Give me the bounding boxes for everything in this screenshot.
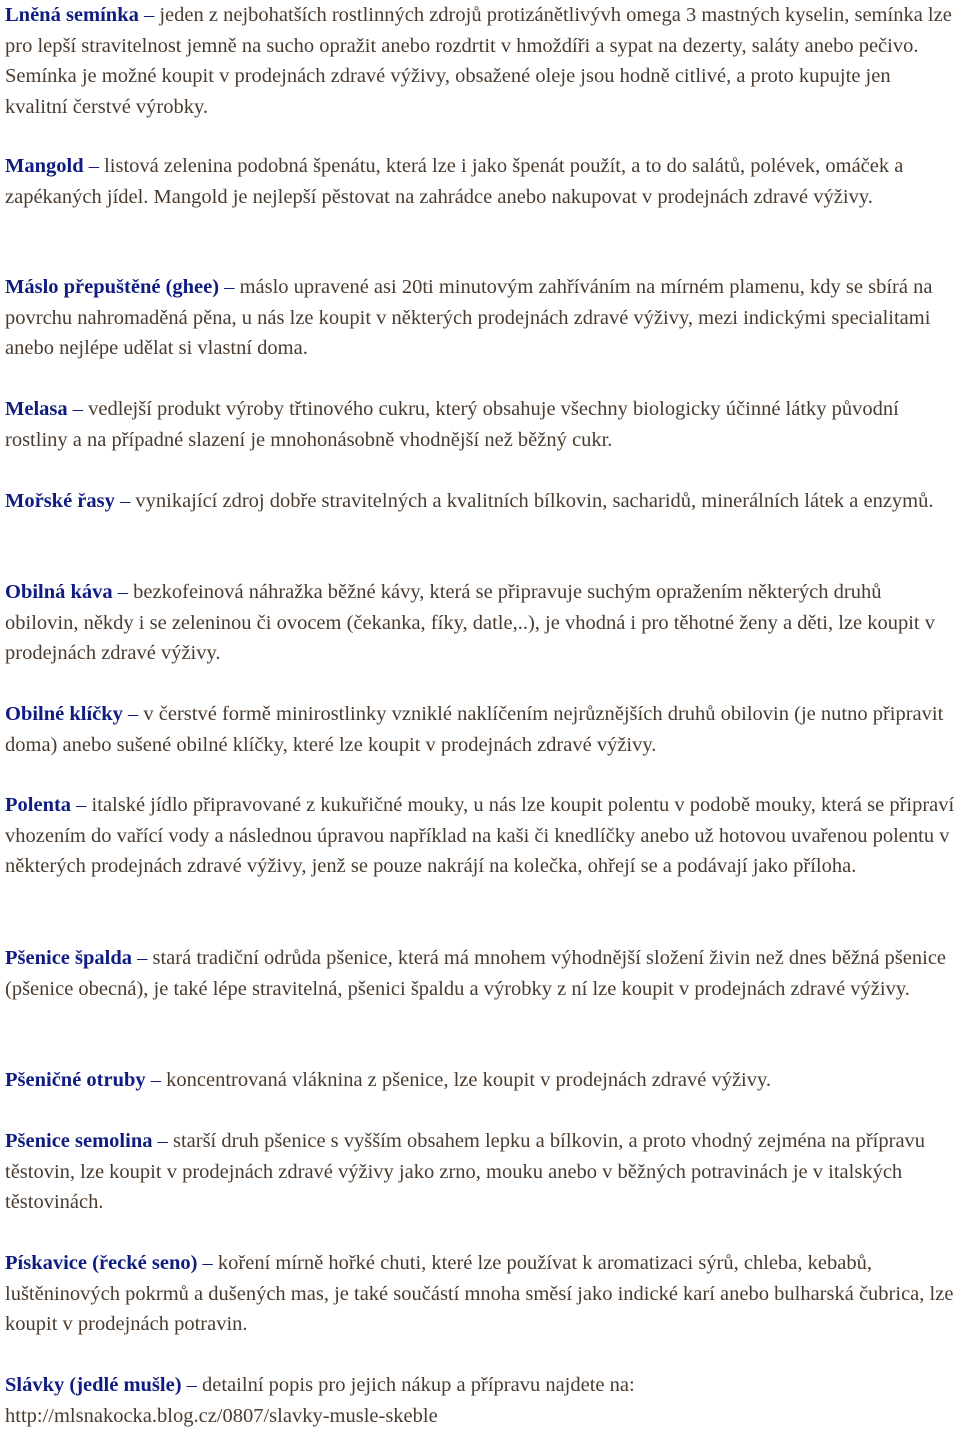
glossary-entry-maslo-ghee: [5, 272, 955, 364]
entry-description: jeden z nejbohatších rostlinných zdrojů protizánětlivývh omega 3 mastných kyselin, semínka lze pro lepší stravitelnost jemně na sucho opražit anebo rozdrtit v hmoždíři a sypat na dezerty, saláty anebo pečivo. Semínka je možné koupit v prodejnách zdravé výživy, obsažené oleje jsou hodně citlivé, a proto kupujte jen kvalitní čerstvé výrobky.: [5, 4, 952, 118]
entry-separator: –: [150, 1069, 162, 1091]
entry-separator: –: [186, 1374, 197, 1396]
glossary-entry-obilne-klicky: [5, 699, 955, 760]
entry-description: koření mírně hořké chuti, které lze používat k aromatizaci sýrů, chleba, kebabů, luštěninových pokrmů a dušených mas, je také součástí mnoha směsí jako indické karí anebo bulharská čubrica, lze koupit v prodejnách potravin.: [5, 1252, 954, 1336]
glossary-entry-psenice-semolina: [5, 1126, 955, 1218]
entry-term: Pšeničné otruby: [5, 1069, 146, 1091]
entry-term: Pískavice (řecké seno): [5, 1252, 198, 1274]
glossary-entry-morske-rasy: [5, 486, 955, 517]
entry-description: vynikající zdroj dobře stravitelných a kvalitních bílkovin, sacharidů, minerálních látek a enzymů.: [135, 490, 934, 512]
entry-description: v čerstvé formě minirostlinky vzniklé naklíčením nejrůznějších druhů obilovin (je nutno připravit doma) anebo sušené obilné klíčky, které lze koupit v prodejnách zdravé výživy.: [5, 703, 944, 756]
entry-description: vedlejší produkt výroby třtinového cukru, který obsahuje všechny biologicky účinné látky původní rostliny a na případné slazení je mnohonásobně vhodnější než běžný cukr.: [5, 398, 899, 451]
entry-term: Pšenice semolina: [5, 1130, 153, 1152]
entry-separator: –: [137, 947, 148, 969]
entry-separator: –: [72, 398, 83, 420]
entry-description: detailní popis pro jejich nákup a přípravu najdete na:: [202, 1374, 635, 1396]
entry-description: bezkofeinová náhražka běžné kávy, která se připravuje suchým opražením některých druhů obilovin, někdy i se zeleninou či ovocem (čekanka, fíky, datle,..), je vhodná i pro těhotné ženy a děti, lze koupit v prodejnách zdravé výživy.: [5, 581, 935, 665]
entry-separator: –: [202, 1252, 213, 1274]
entry-term: Polenta: [5, 794, 72, 816]
entry-separator: –: [224, 276, 235, 298]
entry-separator: –: [128, 703, 139, 725]
entry-separator: –: [120, 490, 131, 512]
glossary-entry-psenice-spalda: [5, 943, 955, 1004]
glossary-entry-psenicne-otruby: [5, 1065, 955, 1096]
entry-description: stará tradiční odrůda pšenice, která má mnohem výhodnější složení živin než dnes běžná pšenice (pšenice obecná), je také lépe stravitelná, pšenici špaldu a výrobky z ní lze koupit v prodejnách zdravé výživy.: [5, 947, 947, 1000]
entry-term: Melasa: [5, 398, 68, 420]
entry-term: Mangold: [5, 155, 84, 177]
entry-description: listová zelenina podobná špenátu, která lze i jako špenát použít, a to do salátů, polévek, omáček a zapékaných jídel. Mangold je nejlepší pěstovat na zahrádce anebo nakupovat v prodejnách zdravé výživy.: [5, 155, 904, 208]
glossary-entry-slavky: [5, 1370, 955, 1431]
glossary-entry-melasa: [5, 394, 955, 455]
entry-separator: –: [157, 1130, 168, 1152]
entry-term: Obilná káva: [5, 581, 113, 603]
glossary-entry-polenta: [5, 790, 955, 882]
blog-link[interactable]: http://mlsnakocka.blog.cz/0807/slavky-musle-skeble: [5, 1404, 438, 1427]
entry-description: máslo upravené asi 20ti minutovým zahříváním na mírném plamenu, kdy se sbírá na povrchu nahromaděná pěna, u nás lze koupit v některých prodejnách zdravé výživy, mezi indickými specialitami anebo nejlépe udělat si vlastní doma.: [5, 276, 933, 360]
entry-term: Lněná semínka: [5, 4, 139, 26]
entry-description: koncentrovaná vláknina z pšenice, lze koupit v prodejnách zdravé výživy.: [166, 1069, 772, 1091]
entry-separator: –: [117, 581, 129, 603]
entry-term: Slávky (jedlé mušle): [5, 1374, 182, 1396]
entry-term: Mořské řasy: [5, 490, 115, 512]
glossary-entry-piskavice: [5, 1248, 955, 1340]
entry-description: starší druh pšenice s vyšším obsahem lepku a bílkovin, a proto vhodný zejména na přípravu těstovin, lze koupit v prodejnách zdravé výživy jako zrno, mouku anebo v běžných potravinách je v italských těstovinách.: [5, 1130, 926, 1214]
entry-term: Pšenice špalda: [5, 947, 132, 969]
entry-term: Máslo přepuštěné (ghee): [5, 276, 220, 298]
entry-term: Obilné klíčky: [5, 703, 123, 725]
entry-separator: –: [143, 4, 155, 26]
glossary-entry-obilna-kava: [5, 577, 955, 669]
glossary-entry-mangold: [5, 151, 955, 212]
entry-separator: –: [88, 155, 99, 177]
entry-description: italské jídlo připravované z kukuřičné mouky, u nás lze koupit polentu v podobě mouky, která se připraví vhozením do vařící vody a následnou úpravou například na kaši či knedlíčky anebo už hotovou uvařenou polentu v některých prodejnách zdravé výživy, jenž se pouze nakrájí na kolečka, ohřejí se a podávají jako příloha.: [5, 794, 955, 878]
glossary-entry-lnena-seminka: [5, 0, 955, 122]
entry-separator: –: [76, 794, 87, 816]
